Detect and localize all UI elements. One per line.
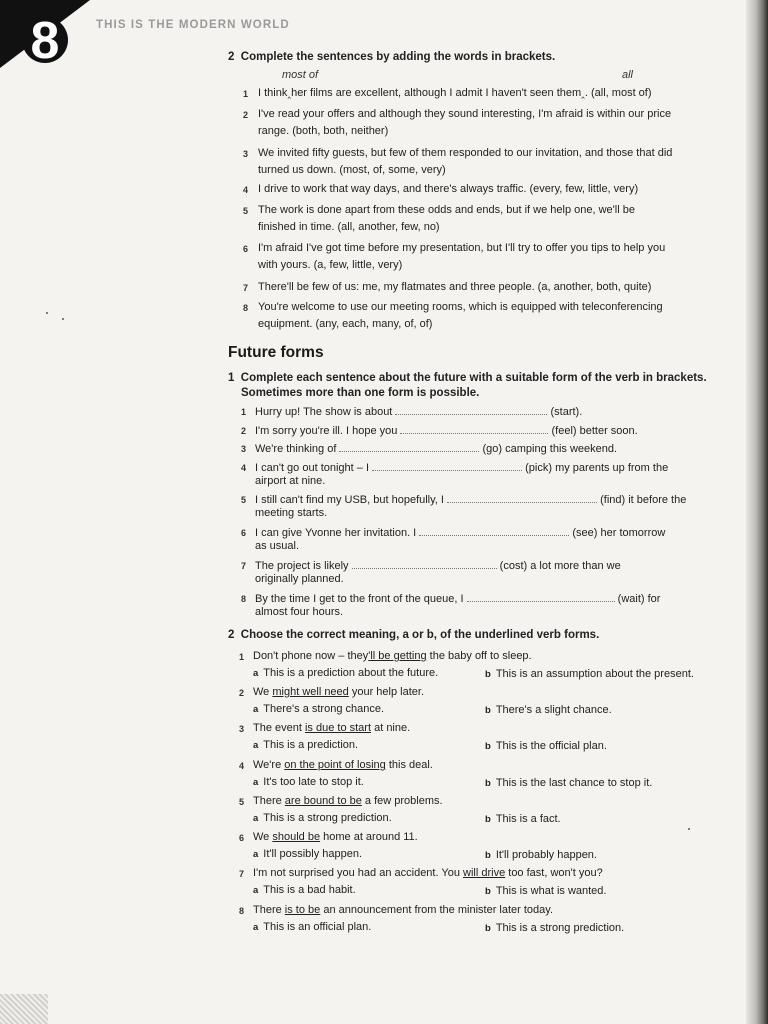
item-text: I think‸her films are excellent, although I admit I haven't seen them‸. (all, most of) bbox=[258, 87, 652, 99]
sentence-start: I can give Yvonne her invitation. I bbox=[255, 527, 417, 539]
question-sentence bbox=[253, 794, 443, 809]
option-a[interactable] bbox=[253, 776, 364, 788]
sentence-start: We're thinking of bbox=[255, 443, 337, 455]
underlined-verb-form: might well need bbox=[272, 686, 349, 698]
option-b-label: b bbox=[485, 669, 491, 680]
sentence-pre: There bbox=[253, 904, 285, 916]
answer-blank[interactable] bbox=[419, 525, 569, 536]
sentence-end: (go) camping this weekend. bbox=[482, 443, 618, 455]
item-number: 2 bbox=[243, 110, 249, 120]
item-number: 3 bbox=[241, 444, 247, 454]
underlined-verb-form: are bound to be bbox=[284, 795, 362, 807]
item-text: There'll be few of us: me, my flatmates and three people. (a, another, both, quite) bbox=[258, 281, 652, 293]
item-number: 3 bbox=[243, 149, 249, 159]
section-title: Future forms bbox=[228, 344, 324, 361]
sentence-post: an announcement from the minister later today. bbox=[320, 904, 554, 916]
item-number: 7 bbox=[239, 869, 245, 879]
option-a[interactable] bbox=[253, 667, 438, 679]
page-edge-shadow bbox=[746, 0, 768, 1024]
corner-scan-pattern bbox=[0, 994, 48, 1024]
ex2-instruction bbox=[228, 50, 555, 65]
question-sentence bbox=[253, 830, 418, 845]
sentence-end: (cost) a lot more than we bbox=[499, 560, 621, 572]
option-b-label: b bbox=[485, 741, 491, 752]
option-a-text: There's a strong chance. bbox=[263, 703, 385, 715]
question-sentence bbox=[253, 721, 410, 736]
answer-blank[interactable] bbox=[352, 558, 497, 569]
sentence-end: (pick) my parents up from the bbox=[525, 462, 669, 474]
sentence-post: too fast, won't you? bbox=[505, 867, 603, 879]
sentence-continuation: meeting starts. bbox=[255, 507, 328, 519]
unit-number: 8 bbox=[30, 12, 60, 70]
option-b[interactable] bbox=[485, 922, 624, 934]
sentence-end: (start). bbox=[550, 406, 583, 418]
item-number: 2 bbox=[241, 426, 247, 436]
option-b-text: There's a slight chance. bbox=[495, 704, 612, 716]
option-b[interactable] bbox=[485, 777, 652, 789]
scan-speck bbox=[62, 318, 64, 320]
option-a-text: This is a prediction about the future. bbox=[263, 667, 439, 679]
option-a[interactable] bbox=[253, 921, 371, 933]
sentence-pre: I'm not surprised you had an accident. You bbox=[253, 867, 464, 879]
sentence-pre: We bbox=[253, 686, 273, 698]
option-a-text: This is an official plan. bbox=[263, 921, 372, 933]
question-sentence bbox=[253, 649, 532, 664]
underlined-verb-form: 'll be getting bbox=[368, 650, 427, 662]
item-text: range. (both, both, neither) bbox=[258, 125, 389, 137]
option-b-text: This is an assumption about the present. bbox=[495, 668, 694, 680]
handwritten-note-2: all bbox=[622, 69, 634, 81]
option-a[interactable] bbox=[253, 812, 392, 824]
item-text: finished in time. (all, another, few, no) bbox=[258, 221, 440, 233]
gap-fill-line bbox=[255, 441, 617, 457]
underlined-verb-form: is due to start bbox=[304, 722, 372, 734]
option-a[interactable] bbox=[253, 703, 384, 715]
sentence-pre: We bbox=[253, 831, 273, 843]
option-a-text: It's too late to stop it. bbox=[263, 776, 364, 788]
option-a-text: This is a strong prediction. bbox=[263, 812, 392, 824]
option-b[interactable] bbox=[485, 813, 561, 825]
sentence-pre: We're bbox=[253, 759, 285, 771]
gap-fill-line bbox=[255, 404, 582, 420]
gap-fill-line bbox=[255, 525, 665, 541]
option-a[interactable] bbox=[253, 739, 358, 751]
item-number: 4 bbox=[241, 463, 247, 473]
option-b-label: b bbox=[485, 850, 491, 861]
sentence-pre: The event bbox=[253, 722, 305, 734]
sentence-pre: Don't phone now – they bbox=[253, 650, 369, 662]
question-sentence bbox=[253, 903, 553, 918]
answer-blank[interactable] bbox=[467, 591, 615, 602]
sentence-post: your help later. bbox=[348, 686, 425, 698]
sentence-start: I'm sorry you're ill. I hope you bbox=[255, 425, 398, 437]
option-a[interactable] bbox=[253, 848, 362, 860]
underlined-verb-form: should be bbox=[272, 831, 321, 843]
sentence-end: (feel) better soon. bbox=[551, 425, 638, 437]
ff-ex2-instruction-text: Choose the correct meaning, a or b, of the underlined verb forms. bbox=[240, 629, 600, 641]
option-b-text: This is a fact. bbox=[495, 813, 561, 825]
item-number: 1 bbox=[243, 89, 249, 99]
item-number: 3 bbox=[239, 724, 245, 734]
item-number: 8 bbox=[239, 906, 245, 916]
sentence-post: home at around 11. bbox=[320, 831, 418, 843]
sentence-post: at nine. bbox=[371, 722, 411, 734]
option-b-label: b bbox=[485, 886, 491, 897]
underlined-verb-form: on the point of losing bbox=[284, 759, 386, 771]
sentence-post: this deal. bbox=[385, 759, 433, 771]
sentence-continuation: as usual. bbox=[255, 540, 300, 552]
item-text: I drive to work that way days, and there's always traffic. (every, few, little, very) bbox=[258, 183, 639, 195]
option-a-label: a bbox=[253, 885, 259, 896]
option-b-text: This is a strong prediction. bbox=[495, 922, 625, 934]
item-text: We invited fifty guests, but few of them responded to our invitation, and those that did bbox=[258, 147, 673, 159]
item-number: 4 bbox=[243, 185, 249, 195]
item-number: 6 bbox=[243, 244, 249, 254]
sentence-end: (wait) for bbox=[617, 593, 661, 605]
item-text: The work is done apart from these odds and ends, but if we help one, we'll be bbox=[258, 204, 635, 216]
item-number: 5 bbox=[243, 206, 249, 216]
option-a-text: It'll possibly happen. bbox=[263, 848, 363, 860]
answer-blank[interactable] bbox=[395, 404, 547, 415]
option-b[interactable] bbox=[485, 849, 597, 861]
sentence-start: The project is likely bbox=[255, 560, 349, 572]
item-number: 1 bbox=[241, 407, 247, 417]
option-b-label: b bbox=[485, 923, 491, 934]
ff-ex1-instruction-line: Sometimes more than one form is possible. bbox=[241, 386, 480, 399]
item-number: 7 bbox=[241, 561, 247, 571]
option-b[interactable] bbox=[485, 885, 606, 897]
sentence-post: the baby off to sleep. bbox=[426, 650, 532, 662]
item-number: 2 bbox=[239, 688, 245, 698]
scan-speck bbox=[46, 312, 48, 314]
sentence-end: (find) it before the bbox=[600, 494, 687, 506]
question-sentence bbox=[253, 866, 603, 881]
item-number: 7 bbox=[243, 283, 249, 293]
option-a-text: This is a prediction. bbox=[263, 739, 359, 751]
sentence-continuation: originally planned. bbox=[255, 573, 344, 585]
option-b-text: This is what is wanted. bbox=[495, 885, 607, 897]
answer-blank[interactable] bbox=[372, 460, 522, 471]
sentence-start: I still can't find my USB, but hopefully, I bbox=[255, 494, 444, 506]
answer-blank[interactable] bbox=[400, 423, 548, 434]
option-a[interactable] bbox=[253, 884, 356, 896]
answer-blank[interactable] bbox=[447, 492, 597, 503]
ff-ex1-instruction bbox=[228, 371, 707, 400]
item-number: 6 bbox=[241, 528, 247, 538]
item-text: with yours. (a, few, little, very) bbox=[258, 259, 403, 271]
item-text: I'm afraid I've got time before my presentation, but I'll try to offer you tips to help you bbox=[258, 242, 666, 254]
running-header: THIS IS THE MODERN WORLD bbox=[96, 19, 290, 31]
item-number: 4 bbox=[239, 761, 245, 771]
option-a-label: a bbox=[253, 668, 259, 679]
option-a-label: a bbox=[253, 813, 259, 824]
option-b[interactable] bbox=[485, 668, 694, 680]
item-number: 5 bbox=[241, 495, 247, 505]
option-a-label: a bbox=[253, 922, 259, 933]
item-number: 8 bbox=[241, 594, 247, 604]
sentence-post: a few problems. bbox=[361, 795, 443, 807]
ff-ex2-instruction bbox=[228, 628, 599, 643]
sentence-continuation: airport at nine. bbox=[255, 475, 326, 487]
option-a-label: a bbox=[253, 740, 259, 751]
item-text: equipment. (any, each, many, of, of) bbox=[258, 318, 433, 330]
underlined-verb-form: will drive bbox=[463, 867, 506, 879]
question-sentence bbox=[253, 758, 433, 773]
item-number: 8 bbox=[243, 303, 249, 313]
unit-tab bbox=[0, 0, 90, 70]
option-b[interactable] bbox=[485, 740, 607, 752]
option-b-label: b bbox=[485, 778, 491, 789]
option-b-label: b bbox=[485, 814, 491, 825]
option-b-text: This is the last chance to stop it. bbox=[495, 777, 653, 789]
item-text: I've read your offers and although they sound interesting, I'm afraid is within our price bbox=[258, 108, 672, 120]
handwritten-note-1: most of bbox=[282, 69, 319, 81]
sentence-start: I can't go out tonight – I bbox=[255, 462, 370, 474]
option-a-label: a bbox=[253, 704, 259, 715]
ff-ex1-instruction-line: Complete each sentence about the future with a suitable form of the verb in brackets. bbox=[240, 372, 707, 384]
sentence-end: (see) her tomorrow bbox=[572, 527, 666, 539]
option-b[interactable] bbox=[485, 704, 612, 716]
scan-speck bbox=[688, 828, 690, 830]
option-a-text: This is a bad habit. bbox=[263, 884, 356, 896]
ex2-instruction-text: Complete the sentences by adding the words in brackets. bbox=[240, 51, 556, 63]
option-b-text: This is the official plan. bbox=[495, 740, 607, 752]
item-number: 5 bbox=[239, 797, 245, 807]
option-a-label: a bbox=[253, 849, 259, 860]
underlined-verb-form: is to be bbox=[284, 904, 321, 916]
sentence-start: Hurry up! The show is about bbox=[255, 406, 393, 418]
item-text: You're welcome to use our meeting rooms, which is equipped with teleconferencing bbox=[258, 301, 663, 313]
answer-blank[interactable] bbox=[339, 441, 479, 452]
question-sentence bbox=[253, 685, 424, 700]
item-number: 6 bbox=[239, 833, 245, 843]
sentence-continuation: almost four hours. bbox=[255, 606, 344, 618]
item-number: 1 bbox=[239, 652, 245, 662]
gap-fill-line bbox=[255, 423, 638, 439]
option-a-label: a bbox=[253, 777, 259, 788]
ff-ex1-number: 1 bbox=[228, 372, 235, 384]
sentence-pre: There bbox=[253, 795, 285, 807]
option-b-text: It'll probably happen. bbox=[495, 849, 597, 861]
ff-ex2-number: 2 bbox=[228, 629, 235, 641]
sentence-start: By the time I get to the front of the queue, I bbox=[255, 593, 464, 605]
option-b-label: b bbox=[485, 705, 491, 716]
ex2-number: 2 bbox=[228, 51, 235, 63]
item-text: turned us down. (most, of, some, very) bbox=[258, 164, 446, 176]
